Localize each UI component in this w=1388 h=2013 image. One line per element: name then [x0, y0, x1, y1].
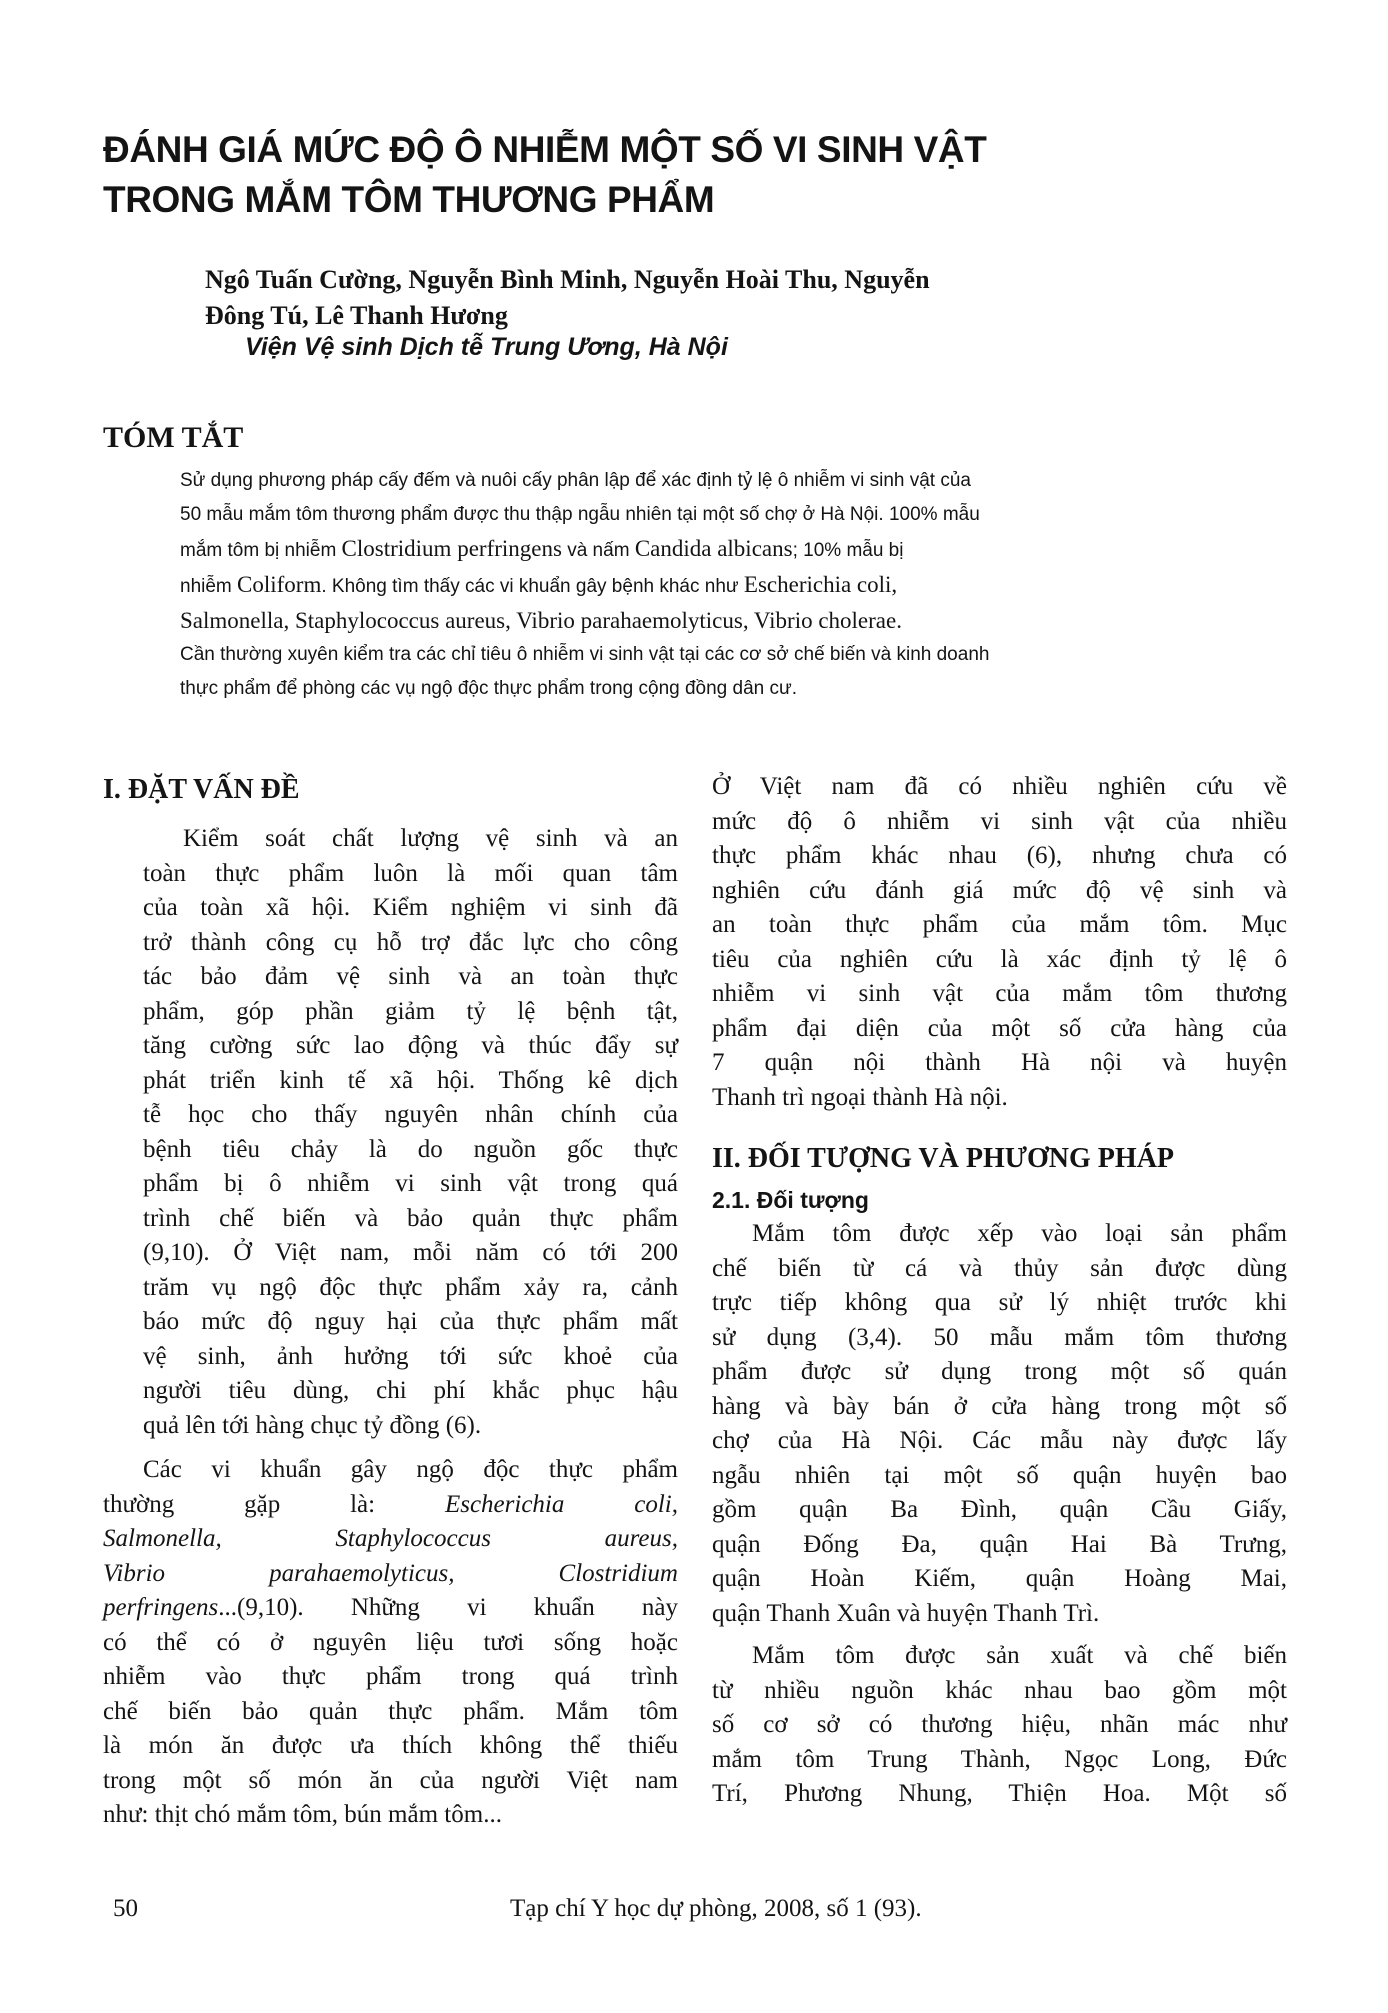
abstract-line: Sử dụng phương pháp cấy đếm và nuôi cấy phân lập để xác định tỷ lệ ô nhiễm vi sinh vật của — [180, 470, 971, 491]
section-1-paragraph-2 — [103, 1453, 678, 1833]
text-line: gồm quận Ba Đình, quận Cầu Giấy, — [712, 1496, 1287, 1523]
text-line — [103, 1522, 678, 1557]
text-line: tiêu của nghiên cứu là xác định tỷ lệ ô — [712, 945, 1287, 973]
section-2-heading: II. ĐỐI TƯỢNG VÀ PHƯƠNG PHÁP — [712, 1143, 1175, 1174]
text-line: toàn thực phẩm luôn là mối quan tâm — [143, 859, 678, 887]
text-line: Ở Việt nam đã có nhiều nghiên cứu về — [712, 773, 1287, 800]
text-line: sử dụng (3,4). 50 mẫu mắm tôm thương — [712, 1323, 1287, 1351]
text-line: trình chế biến và bảo quản thực phẩm — [143, 1204, 678, 1232]
text-line: Thanh trì ngoại thành Hà nội. — [712, 1083, 1008, 1111]
right-column — [712, 770, 1287, 1812]
species-name: Clostridium perfringens — [341, 536, 562, 561]
text-line: người tiêu dùng, chi phí khắc phục hậu — [143, 1377, 678, 1404]
text-line: là món ăn được ưa thích không thể thiếu — [103, 1732, 678, 1759]
text-line: trực tiếp không qua sử lý nhiệt trước khi — [712, 1289, 1287, 1316]
intro-continuation — [712, 770, 1287, 1115]
article-title — [103, 125, 1283, 225]
text-line: an toàn thực phẩm của mắm tôm. Mục — [712, 911, 1287, 938]
text-line: trở thành công cụ hỗ trợ đắc lực cho công — [143, 928, 678, 956]
text-line: nhiễm vi sinh vật của mắm tôm thương — [712, 980, 1287, 1007]
text-line: Mắm tôm được sản xuất và chế biến — [752, 1642, 1287, 1669]
abstract-line: mắm tôm bị nhiễm Clostridium perfringens và nấm Candida albicans; 10% mẫu bị — [180, 536, 904, 561]
text-line: mức độ ô nhiễm vi sinh vật của nhiều — [712, 807, 1287, 835]
text-line: tăng cường sức lao động và thúc đẩy sự — [143, 1032, 678, 1059]
text-line: nghiên cứu đánh giá mức độ vệ sinh và — [712, 876, 1287, 904]
text-line: 7 quận nội thành Hà nội và huyện — [712, 1049, 1287, 1076]
text-line: ngẫu nhiên tại một số quận huyện bao — [712, 1461, 1287, 1489]
abstract-line: 50 mẫu mắm tôm thương phẩm được thu thập ngẫu nhiên tại một số chợ ở Hà Nội. 100% mẫu — [180, 504, 980, 525]
text-line: quận Thanh Xuân và huyện Thanh Trì. — [712, 1599, 1100, 1627]
text-line: nhiễm vào thực phẩm trong quá trình — [103, 1663, 678, 1690]
abstract-heading: TÓM TẮT — [103, 421, 244, 454]
text-line: phẩm đại diện của một số cửa hàng của — [712, 1014, 1287, 1042]
text-line: tác bảo đảm vệ sinh và an toàn thực — [143, 963, 678, 990]
abstract-line: Cần thường xuyên kiểm tra các chỉ tiêu ô nhiễm vi sinh vật tại các cơ sở chế biến và kinh doanh — [180, 644, 990, 665]
species-name: Escherichia coli, — [743, 572, 898, 597]
authors-line-2: Đông Tú, Lê Thanh Hương — [205, 301, 508, 330]
species-name: Candida albicans — [634, 536, 793, 561]
text-line: chế biến bảo quản thực phẩm. Mắm tôm — [103, 1697, 678, 1725]
text-line: quận Hoàn Kiếm, quận Hoàng Mai, — [712, 1565, 1287, 1592]
authors-line-1: Ngô Tuấn Cường, Nguyễn Bình Minh, Nguyễn Hoài Thu, Nguyễn — [205, 265, 930, 294]
text-line: trăm vụ ngộ độc thực phẩm xảy ra, cảnh — [143, 1273, 678, 1301]
text-line: có thể có ở nguyên liệu tươi sống hoặc — [103, 1628, 678, 1656]
journal-citation: Tạp chí Y học dự phòng, 2008, số 1 (93). — [510, 1895, 922, 1922]
text-line: hàng và bày bán ở cửa hàng trong một số — [712, 1392, 1287, 1420]
text-line: phẩm, góp phần giảm tỷ lệ bệnh tật, — [143, 997, 678, 1025]
text-line: phát triển kinh tế xã hội. Thống kê dịch — [143, 1066, 678, 1094]
text-line: chợ của Hà Nội. Các mẫu này được lấy — [712, 1427, 1287, 1454]
left-column — [103, 770, 678, 1833]
species-name: Salmonella, Staphylococcus aureus, — [103, 1525, 678, 1552]
text-line: số cơ sở có thương hiệu, nhãn mác như — [712, 1711, 1287, 1738]
text-line: Trí, Phương Nhung, Thiện Hoa. Một số — [712, 1780, 1287, 1807]
text-line: như: thịt chó mắm tôm, bún mắm tôm... — [103, 1801, 502, 1828]
abstract-body — [180, 464, 1290, 706]
text-line: Kiểm soát chất lượng vệ sinh và an — [183, 825, 678, 852]
species-name: perfringens — [103, 1594, 219, 1621]
text-line — [103, 1557, 678, 1592]
page-number: 50 — [113, 1895, 138, 1922]
text-line: vệ sinh, ảnh hưởng tới sức khoẻ của — [143, 1342, 678, 1370]
text-line: chế biến từ cá và thủy sản được dùng — [712, 1254, 1287, 1282]
text-line: Các vi khuẩn gây ngộ độc thực phẩm — [143, 1456, 678, 1483]
text-line: (9,10). Ở Việt nam, mỗi năm có tới 200 — [143, 1239, 678, 1266]
text-line: từ nhiều nguồn khác nhau bao gồm một — [712, 1676, 1287, 1704]
section-1-paragraph-1 — [103, 822, 678, 1443]
text-line: phẩm được sử dụng trong một số quán — [712, 1358, 1287, 1385]
section-1-heading: I. ĐẶT VẤN ĐỀ — [103, 774, 300, 805]
title-line-2: TRONG MẮM TÔM THƯƠNG PHẨM — [103, 179, 715, 220]
affiliation: Viện Vệ sinh Dịch tễ Trung Ương, Hà Nội — [245, 333, 728, 361]
section-2-paragraph-2 — [712, 1639, 1287, 1812]
species-name: Vibrio parahaemolyticus, Clostridium — [103, 1559, 678, 1587]
abstract-line: nhiễm Coliform. Không tìm thấy các vi khuẩn gây bệnh khác như Escherichia coli, — [180, 572, 898, 597]
text-line: quận Đống Đa, quận Hai Bà Trưng, — [712, 1530, 1287, 1558]
title-line-1: ĐÁNH GIÁ MỨC ĐỘ Ô NHIỄM MỘT SỐ VI SINH VẬT — [103, 129, 987, 170]
text-line: phẩm bị ô nhiễm vi sinh vật trong quá — [143, 1170, 678, 1197]
text-line: mắm tôm Trung Thành, Ngọc Long, Đức — [712, 1745, 1287, 1773]
species-name: Coliform — [237, 572, 322, 597]
page-footer — [0, 1895, 1388, 1935]
abstract-line: Salmonella, Staphylococcus aureus, Vibrio parahaemolyticus, Vibrio cholerae. — [180, 608, 902, 633]
text-line: quả lên tới hàng chục tỷ đồng (6). — [143, 1411, 482, 1439]
author-list — [205, 262, 1225, 334]
section-2-paragraph-1 — [712, 1217, 1287, 1631]
abstract-line: thực phẩm để phòng các vụ ngộ độc thực phẩm trong cộng đồng dân cư. — [180, 678, 797, 699]
text-line: của toàn xã hội. Kiểm nghiệm vi sinh đã — [143, 894, 678, 921]
text-line: thực phẩm khác nhau (6), nhưng chưa có — [712, 842, 1287, 869]
text-line: bệnh tiêu chảy là do nguồn gốc thực — [143, 1135, 678, 1163]
text-line: báo mức độ nguy hại của thực phẩm mất — [143, 1308, 678, 1335]
text-line: tễ học cho thấy nguyên nhân chính của — [143, 1101, 678, 1128]
text-line: perfringens...(9,10). Những vi khuẩn này — [103, 1594, 678, 1621]
text-line: thường gặp là: Escherichia coli, — [103, 1490, 678, 1518]
text-line: trong một số món ăn của người Việt nam — [103, 1766, 678, 1794]
species-name: Escherichia coli, — [444, 1490, 678, 1518]
subsection-2-1-heading: 2.1. Đối tượng — [712, 1187, 869, 1213]
text-line: Mắm tôm được xếp vào loại sản phẩm — [752, 1220, 1287, 1247]
